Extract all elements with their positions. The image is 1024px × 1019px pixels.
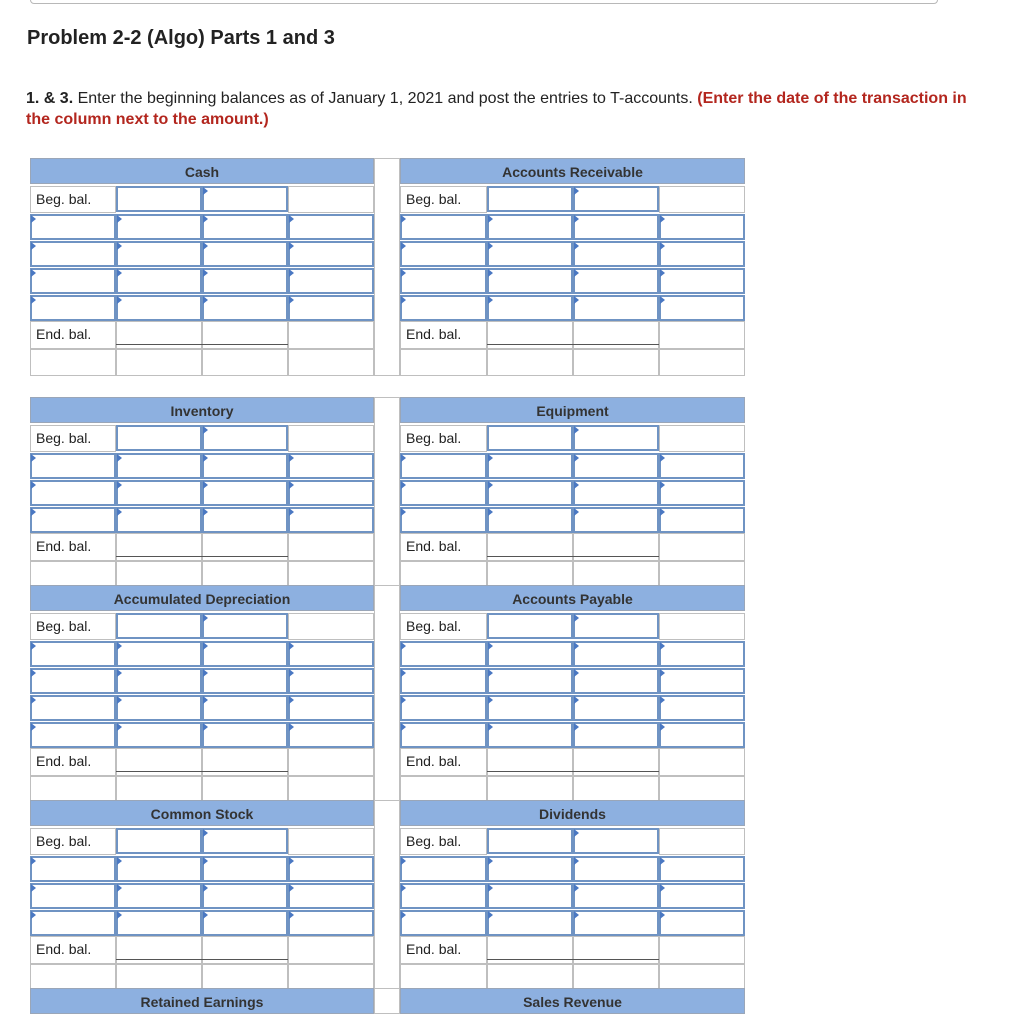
accounts-payable-beg-bal-amount-input[interactable] xyxy=(487,613,573,639)
accounts-payable-beg-bal-date-input[interactable] xyxy=(573,613,659,639)
sales-revenue-header: Sales Revenue xyxy=(400,988,745,1014)
page-title: Problem 2-2 (Algo) Parts 1 and 3 xyxy=(27,27,335,49)
equipment-row1-credit-amount-input[interactable] xyxy=(659,453,745,479)
common-stock-beg-bal-amount-input[interactable] xyxy=(116,828,202,854)
inventory-row2-credit-date-input[interactable] xyxy=(202,480,288,506)
accounts-receivable-row1-credit-amount-input[interactable] xyxy=(659,214,745,240)
inventory-row3-credit-amount-input[interactable] xyxy=(288,507,374,533)
accounts-payable-row1-credit-date-input[interactable] xyxy=(573,641,659,667)
common-stock-row1-debit-date-input[interactable] xyxy=(30,856,116,882)
common-stock-row2-debit-amount-input[interactable] xyxy=(116,883,202,909)
accumulated-depreciation-row1-credit-amount-input[interactable] xyxy=(288,641,374,667)
accumulated-depreciation-row1-credit-date-input[interactable] xyxy=(202,641,288,667)
inventory-spacer-cell xyxy=(288,561,374,588)
accumulated-depreciation-end-bal-label: End. bal. xyxy=(30,748,116,776)
accounts-payable-beg-bal-credit-blank xyxy=(659,613,745,640)
cash-row1-credit-date-input[interactable] xyxy=(202,214,288,240)
inventory-spacer-cell xyxy=(30,561,116,588)
dividends-end-bal-credit-blank xyxy=(659,936,745,964)
cash-row1-credit-amount-input[interactable] xyxy=(288,214,374,240)
common-stock-row3-debit-amount-input[interactable] xyxy=(116,910,202,936)
accounts-payable-row1-debit-date-input[interactable] xyxy=(400,641,487,667)
cash-beg-bal-label: Beg. bal. xyxy=(30,186,116,213)
accounts-payable-row1-credit-amount-input[interactable] xyxy=(659,641,745,667)
dividends-beg-bal-credit-blank xyxy=(659,828,745,855)
inventory-end-bal-label: End. bal. xyxy=(30,533,116,561)
equipment-beg-bal-label: Beg. bal. xyxy=(400,425,487,452)
dividends-beg-bal-amount-input[interactable] xyxy=(487,828,573,854)
accounts-receivable-row3-debit-amount-input[interactable] xyxy=(487,268,573,294)
accounts-payable-row2-credit-date-input[interactable] xyxy=(573,668,659,694)
dividends-row3-debit-date-input[interactable] xyxy=(400,910,487,936)
common-stock-row3-debit-date-input[interactable] xyxy=(30,910,116,936)
common-stock-header: Common Stock xyxy=(30,800,374,826)
previous-section-frame xyxy=(30,0,938,4)
accumulated-depreciation-row1-debit-date-input[interactable] xyxy=(30,641,116,667)
common-stock-spacer-cell xyxy=(288,964,374,991)
cash-beg-bal-amount-input[interactable] xyxy=(116,186,202,212)
common-stock-row1-credit-amount-input[interactable] xyxy=(288,856,374,882)
equipment-row2-debit-date-input[interactable] xyxy=(400,480,487,506)
accumulated-depreciation-row3-debit-amount-input[interactable] xyxy=(116,695,202,721)
equipment-header: Equipment xyxy=(400,397,745,423)
cash-spacer-cell xyxy=(202,349,288,376)
accounts-receivable-row2-credit-date-input[interactable] xyxy=(573,241,659,267)
accumulated-depreciation-spacer-cell xyxy=(202,776,288,803)
cash-beg-bal-credit-blank xyxy=(288,186,374,213)
cash-row3-debit-amount-input[interactable] xyxy=(116,268,202,294)
accumulated-depreciation-row4-credit-amount-input[interactable] xyxy=(288,722,374,748)
common-stock-end-bal-label: End. bal. xyxy=(30,936,116,964)
accounts-payable-row2-debit-date-input[interactable] xyxy=(400,668,487,694)
accumulated-depreciation-row1-debit-amount-input[interactable] xyxy=(116,641,202,667)
accounts-payable-header: Accounts Payable xyxy=(400,585,745,611)
accounts-receivable-beg-bal-credit-blank xyxy=(659,186,745,213)
common-stock-row1-credit-date-input[interactable] xyxy=(202,856,288,882)
cash-beg-bal-date-input[interactable] xyxy=(202,186,288,212)
cash-row2-credit-date-input[interactable] xyxy=(202,241,288,267)
inventory-row1-debit-amount-input[interactable] xyxy=(116,453,202,479)
inventory-total-underline xyxy=(116,556,288,557)
cash-row4-debit-date-input[interactable] xyxy=(30,295,116,321)
equipment-beg-bal-amount-input[interactable] xyxy=(487,425,573,451)
common-stock-row3-credit-amount-input[interactable] xyxy=(288,910,374,936)
accounts-payable-row3-debit-amount-input[interactable] xyxy=(487,695,573,721)
accumulated-depreciation-row4-debit-date-input[interactable] xyxy=(30,722,116,748)
inventory-row2-debit-amount-input[interactable] xyxy=(116,480,202,506)
instructions xyxy=(26,88,986,130)
column-separator xyxy=(374,585,400,803)
equipment-row1-credit-date-input[interactable] xyxy=(573,453,659,479)
accounts-receivable-spacer-cell xyxy=(573,349,659,376)
inventory-row2-credit-amount-input[interactable] xyxy=(288,480,374,506)
accounts-payable-row1-debit-amount-input[interactable] xyxy=(487,641,573,667)
accumulated-depreciation-total-underline xyxy=(116,771,288,772)
cash-row3-debit-date-input[interactable] xyxy=(30,268,116,294)
accounts-receivable-row2-debit-amount-input[interactable] xyxy=(487,241,573,267)
accounts-payable-end-bal-credit-blank xyxy=(659,748,745,776)
accounts-payable-total-underline xyxy=(487,771,659,772)
common-stock-row2-credit-date-input[interactable] xyxy=(202,883,288,909)
cash-row2-debit-amount-input[interactable] xyxy=(116,241,202,267)
accounts-receivable-row4-debit-date-input[interactable] xyxy=(400,295,487,321)
inventory-spacer-cell xyxy=(116,561,202,588)
accounts-receivable-beg-bal-amount-input[interactable] xyxy=(487,186,573,212)
common-stock-end-bal-credit-blank xyxy=(288,936,374,964)
equipment-spacer-cell xyxy=(659,561,745,588)
accumulated-depreciation-end-bal-credit-blank xyxy=(288,748,374,776)
inventory-end-bal-credit-blank xyxy=(288,533,374,561)
cash-total-underline xyxy=(116,344,288,345)
accounts-payable-row2-debit-amount-input[interactable] xyxy=(487,668,573,694)
equipment-row2-debit-amount-input[interactable] xyxy=(487,480,573,506)
accounts-receivable-beg-bal-date-input[interactable] xyxy=(573,186,659,212)
equipment-end-bal-credit-blank xyxy=(659,533,745,561)
cash-spacer-cell xyxy=(30,349,116,376)
accounts-receivable-spacer-cell xyxy=(487,349,573,376)
inventory-row2-debit-date-input[interactable] xyxy=(30,480,116,506)
accounts-receivable-row1-credit-date-input[interactable] xyxy=(573,214,659,240)
dividends-row2-debit-amount-input[interactable] xyxy=(487,883,573,909)
accounts-receivable-row2-credit-amount-input[interactable] xyxy=(659,241,745,267)
equipment-total-underline xyxy=(487,556,659,557)
accounts-receivable-row3-debit-date-input[interactable] xyxy=(400,268,487,294)
common-stock-beg-bal-label: Beg. bal. xyxy=(30,828,116,855)
dividends-row2-credit-amount-input[interactable] xyxy=(659,883,745,909)
accounts-receivable-row3-credit-date-input[interactable] xyxy=(573,268,659,294)
accumulated-depreciation-spacer-cell xyxy=(30,776,116,803)
cash-spacer-cell xyxy=(116,349,202,376)
cash-row2-debit-date-input[interactable] xyxy=(30,241,116,267)
instructions-number: 1. & 3. xyxy=(26,90,74,107)
accounts-payable-row3-credit-amount-input[interactable] xyxy=(659,695,745,721)
cash-end-bal-credit-blank xyxy=(288,321,374,349)
accounts-receivable-row3-credit-amount-input[interactable] xyxy=(659,268,745,294)
dividends-spacer-cell xyxy=(400,964,487,991)
cash-spacer-cell xyxy=(288,349,374,376)
dividends-row1-credit-date-input[interactable] xyxy=(573,856,659,882)
accounts-receivable-header: Accounts Receivable xyxy=(400,158,745,184)
equipment-end-bal-label: End. bal. xyxy=(400,533,487,561)
equipment-row3-credit-amount-input[interactable] xyxy=(659,507,745,533)
common-stock-spacer-cell xyxy=(30,964,116,991)
equipment-row1-debit-amount-input[interactable] xyxy=(487,453,573,479)
common-stock-beg-bal-credit-blank xyxy=(288,828,374,855)
accumulated-depreciation-beg-bal-label: Beg. bal. xyxy=(30,613,116,640)
accumulated-depreciation-row2-debit-amount-input[interactable] xyxy=(116,668,202,694)
dividends-row1-debit-date-input[interactable] xyxy=(400,856,487,882)
accounts-receivable-row4-credit-amount-input[interactable] xyxy=(659,295,745,321)
accounts-payable-row4-debit-date-input[interactable] xyxy=(400,722,487,748)
common-stock-row3-credit-date-input[interactable] xyxy=(202,910,288,936)
equipment-beg-bal-date-input[interactable] xyxy=(573,425,659,451)
equipment-spacer-cell xyxy=(400,561,487,588)
accumulated-depreciation-row2-credit-date-input[interactable] xyxy=(202,668,288,694)
accounts-payable-row4-credit-date-input[interactable] xyxy=(573,722,659,748)
cash-row1-debit-amount-input[interactable] xyxy=(116,214,202,240)
instructions-text: Enter the beginning balances as of January 1, 2021 and post the entries to T-accounts. xyxy=(73,90,698,107)
common-stock-total-underline xyxy=(116,959,288,960)
equipment-spacer-cell xyxy=(487,561,573,588)
equipment-row1-debit-date-input[interactable] xyxy=(400,453,487,479)
accumulated-depreciation-row4-credit-date-input[interactable] xyxy=(202,722,288,748)
common-stock-row2-debit-date-input[interactable] xyxy=(30,883,116,909)
dividends-end-bal-label: End. bal. xyxy=(400,936,487,964)
accounts-payable-row3-credit-date-input[interactable] xyxy=(573,695,659,721)
accounts-receivable-spacer-cell xyxy=(400,349,487,376)
cash-row3-credit-amount-input[interactable] xyxy=(288,268,374,294)
equipment-spacer-cell xyxy=(573,561,659,588)
accounts-receivable-row4-credit-date-input[interactable] xyxy=(573,295,659,321)
inventory-spacer-cell xyxy=(202,561,288,588)
accounts-payable-row4-credit-amount-input[interactable] xyxy=(659,722,745,748)
column-separator xyxy=(374,158,400,376)
equipment-beg-bal-credit-blank xyxy=(659,425,745,452)
dividends-spacer-cell xyxy=(659,964,745,991)
accounts-payable-row2-credit-amount-input[interactable] xyxy=(659,668,745,694)
accumulated-depreciation-row2-credit-amount-input[interactable] xyxy=(288,668,374,694)
instructions-note: (Enter the date of the transaction in the column next to the amount.) xyxy=(26,90,967,128)
accounts-receivable-spacer-cell xyxy=(659,349,745,376)
cash-row4-credit-date-input[interactable] xyxy=(202,295,288,321)
accounts-receivable-row1-debit-amount-input[interactable] xyxy=(487,214,573,240)
cash-row1-debit-date-input[interactable] xyxy=(30,214,116,240)
equipment-row2-credit-date-input[interactable] xyxy=(573,480,659,506)
accounts-payable-row4-debit-amount-input[interactable] xyxy=(487,722,573,748)
dividends-beg-bal-date-input[interactable] xyxy=(573,828,659,854)
inventory-header: Inventory xyxy=(30,397,374,423)
equipment-row2-credit-amount-input[interactable] xyxy=(659,480,745,506)
inventory-beg-bal-date-input[interactable] xyxy=(202,425,288,451)
common-stock-row1-debit-amount-input[interactable] xyxy=(116,856,202,882)
accumulated-depreciation-beg-bal-date-input[interactable] xyxy=(202,613,288,639)
dividends-row3-credit-amount-input[interactable] xyxy=(659,910,745,936)
column-separator xyxy=(374,800,400,991)
accumulated-depreciation-row3-credit-date-input[interactable] xyxy=(202,695,288,721)
accounts-receivable-row4-debit-amount-input[interactable] xyxy=(487,295,573,321)
column-separator xyxy=(374,397,400,588)
accounts-payable-spacer-cell xyxy=(659,776,745,803)
inventory-beg-bal-label: Beg. bal. xyxy=(30,425,116,452)
inventory-row1-credit-date-input[interactable] xyxy=(202,453,288,479)
dividends-total-underline xyxy=(487,959,659,960)
cash-row2-credit-amount-input[interactable] xyxy=(288,241,374,267)
dividends-header: Dividends xyxy=(400,800,745,826)
dividends-row1-debit-amount-input[interactable] xyxy=(487,856,573,882)
retained-earnings-header: Retained Earnings xyxy=(30,988,374,1014)
accounts-payable-row3-debit-date-input[interactable] xyxy=(400,695,487,721)
inventory-row3-debit-amount-input[interactable] xyxy=(116,507,202,533)
accounts-payable-spacer-cell xyxy=(573,776,659,803)
accounts-payable-end-bal-label: End. bal. xyxy=(400,748,487,776)
cash-row4-credit-amount-input[interactable] xyxy=(288,295,374,321)
inventory-row3-credit-date-input[interactable] xyxy=(202,507,288,533)
inventory-row3-debit-date-input[interactable] xyxy=(30,507,116,533)
accounts-receivable-beg-bal-label: Beg. bal. xyxy=(400,186,487,213)
cash-row4-debit-amount-input[interactable] xyxy=(116,295,202,321)
inventory-beg-bal-amount-input[interactable] xyxy=(116,425,202,451)
cash-row3-credit-date-input[interactable] xyxy=(202,268,288,294)
dividends-row2-credit-date-input[interactable] xyxy=(573,883,659,909)
common-stock-spacer-cell xyxy=(116,964,202,991)
inventory-row1-debit-date-input[interactable] xyxy=(30,453,116,479)
accumulated-depreciation-row2-debit-date-input[interactable] xyxy=(30,668,116,694)
common-stock-row2-credit-amount-input[interactable] xyxy=(288,883,374,909)
accounts-receivable-end-bal-credit-blank xyxy=(659,321,745,349)
accumulated-depreciation-beg-bal-credit-blank xyxy=(288,613,374,640)
dividends-row2-debit-date-input[interactable] xyxy=(400,883,487,909)
dividends-row3-credit-date-input[interactable] xyxy=(573,910,659,936)
accounts-receivable-row1-debit-date-input[interactable] xyxy=(400,214,487,240)
accumulated-depreciation-spacer-cell xyxy=(116,776,202,803)
dividends-beg-bal-label: Beg. bal. xyxy=(400,828,487,855)
accumulated-depreciation-row3-debit-date-input[interactable] xyxy=(30,695,116,721)
accumulated-depreciation-row4-debit-amount-input[interactable] xyxy=(116,722,202,748)
column-separator xyxy=(374,988,400,1014)
dividends-spacer-cell xyxy=(573,964,659,991)
accounts-payable-spacer-cell xyxy=(400,776,487,803)
inventory-row1-credit-amount-input[interactable] xyxy=(288,453,374,479)
cash-header: Cash xyxy=(30,158,374,184)
common-stock-spacer-cell xyxy=(202,964,288,991)
accounts-receivable-row2-debit-date-input[interactable] xyxy=(400,241,487,267)
equipment-row3-credit-date-input[interactable] xyxy=(573,507,659,533)
equipment-row3-debit-amount-input[interactable] xyxy=(487,507,573,533)
accounts-receivable-total-underline xyxy=(487,344,659,345)
accumulated-depreciation-beg-bal-amount-input[interactable] xyxy=(116,613,202,639)
accounts-payable-spacer-cell xyxy=(487,776,573,803)
accounts-payable-beg-bal-label: Beg. bal. xyxy=(400,613,487,640)
accumulated-depreciation-spacer-cell xyxy=(288,776,374,803)
accounts-receivable-end-bal-label: End. bal. xyxy=(400,321,487,349)
common-stock-beg-bal-date-input[interactable] xyxy=(202,828,288,854)
accumulated-depreciation-row3-credit-amount-input[interactable] xyxy=(288,695,374,721)
equipment-row3-debit-date-input[interactable] xyxy=(400,507,487,533)
cash-end-bal-label: End. bal. xyxy=(30,321,116,349)
dividends-row1-credit-amount-input[interactable] xyxy=(659,856,745,882)
dividends-row3-debit-amount-input[interactable] xyxy=(487,910,573,936)
accumulated-depreciation-header: Accumulated Depreciation xyxy=(30,585,374,611)
dividends-spacer-cell xyxy=(487,964,573,991)
inventory-beg-bal-credit-blank xyxy=(288,425,374,452)
